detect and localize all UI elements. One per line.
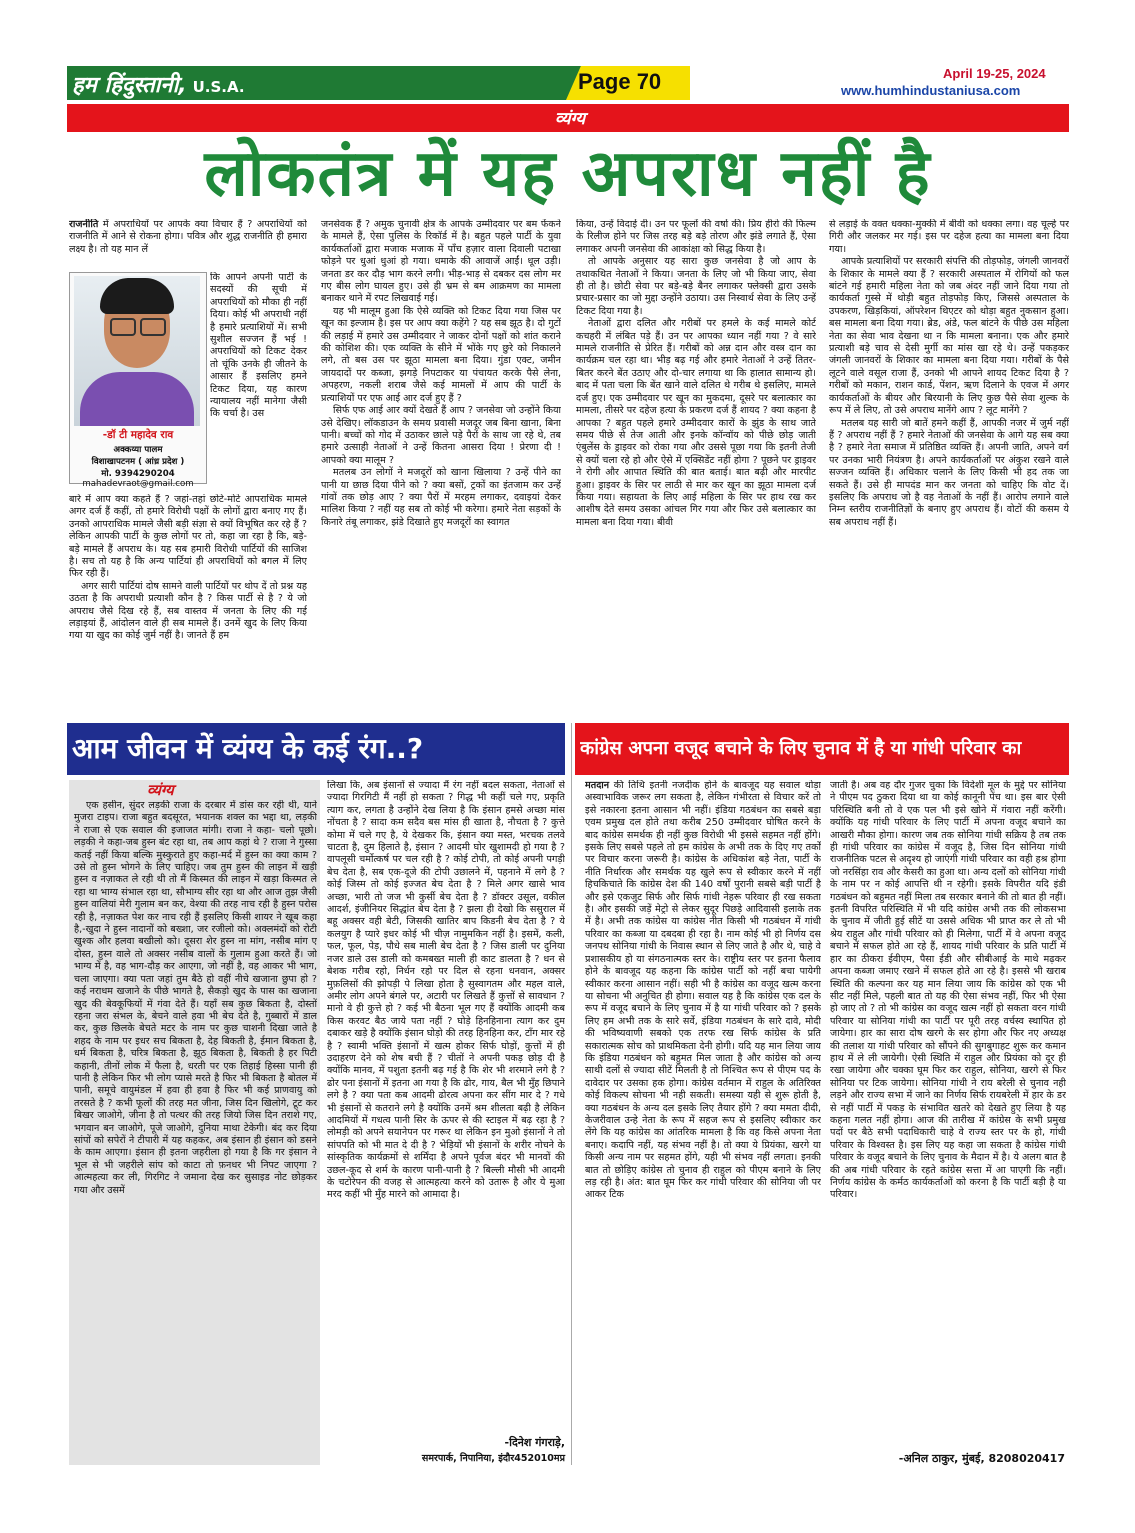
article-text: जाती है। अब वह दौर गुजर चुका कि विदेशी मूल के मुद्दे पर सोनिया ने पीएम पद ठुकरा दिया था या कोई कानूनी पेंच था। इस बार ऐसी परिस्थिति बनी तो वे एक पल भी इसे खोने में गंवारा नहीं करेंगी। क्योंकि यह गांधी परिवार के लिए पार्टी में अपना वजूद बचाने का आखरी मौका होगा। कारण जब तक सोनिया गांधी सक्रिय है तब तक ही गांधी परिवार का कांग्रेस में वजूद है, जिस दिन सोनिया गांधी राजनीतिक पटल से अदृश्य हो जाएंगी गांधी परिवार का वही हश्र होगा जो नरसिंहा राव और केसरी का हुआ था। अन्य दलों को सोनिया गांधी के नाम पर न कोई आपत्ति थी न रहेगी। इसके विपरीत यदि इंडी गठबंधन को बहुमत नहीं मिला तब सरकार बनाने की तो बात ही नहीं। इतनी विपरित परिस्थिति में भी यदि कांग्रेस अभी तक की लोकसभा के चुनाव में जीती हुई सीटें या उससे अधिक भी प्राप्त कर ले तो भी श्रेय राहुल और गांधी परिवार को ही मिलेगा, पार्टी में वे अपना वजूद बचाने में सफल होते आ रहे हैं, शायद गांधी परिवार के प्रति पार्टी में हार का ठीकरा ईवीएम, पैसा ईडी और सीबीआई के माथे मढ़कर अपना कब्जा जमाए रखने में सफल होते आ रहे है। इससे भी खराब स्थिति की कल्पना कर यह मान लिया जाय कि कांग्रेस को एक भी सीट नहीं मिले, पहली बात तो यह की ऐसा संभव नहीं, फिर भी ऐसा हो जाए तो ? तो भी कांग्रेस का वजूद खत्म नहीं हो सकता वरन गांधी परिवार या सोनिया गांधी का पार्टी पर पूरी तरह वर्चस्व स्थापित हो जायेगा। हार का सारा दोष खरगे के सर होगा और फिर नए अध्यक्ष की तलाश या गांधी परिवार को सौंपने की सुगबुगाहट शुरू कर कमान हाथ में ले ली जायेगी। ऐसी स्थिति में राहुल और प्रियंका को दूर ही रखा जायेगा और चक्का घूम फिर कर राहुल, सोनिया, खरगे से फिर सोनिया पर टिक जायेगा। सोनिया गांधी ने राय बरेली से चुनाव नही लड़ने और राज्य सभा में जाने का निर्णय सिर्फ रायबरेली में हार के डर से नहीं पार्टी में पकड़ के संभावित खतरे को देखते हुए लिया है यह कहना गलत नहीं होगा। आज की तारीख में कांग्रेस के सभी प्रमुख पदों पर बैठे सभी पदाधिकारी चाहे वे राज्य स्तर पर के हो, गांधी परिवार के विश्वस्त है। इस लिए यह कहा जा सकता है कांग्रेस गांधी परिवार के वजूद बचाने के लिए चुनाव के मैदान में है। ये अलग बात है की अब गांधी परिवार के रहते कांग्रेस सत्ता में आ पाएगी कि नहीं। निर्णय कांग्रेस के कर्मठ कार्यकर्ताओं को करना है कि पार्टी बड़ी है या परिवार।	[830, 780, 1066, 1201]
hair-shape	[100, 278, 174, 314]
article-text: मतलब उन लोगों ने मजदूरों को खाना खिलाया ? उन्हें पीने का पानी या छाछ दिया पीने को ? क्या बसों, ट्रकों का इंतजाम कर उन्हें गांवों तक छोड़ आए ? क्या पैरों में मरहम लगाकर, दवाइयां देकर मालिश किया ? नहीं यह सब तो कोई भी करेगा। हमारे नेता सड़कों के किनारे तंबू लगाकर, झंडे दिखाते हुए मजदूरों का स्वागत	[321, 467, 561, 528]
article3-col1	[585, 780, 821, 1465]
author-email[interactable]: mahadevraot@gmail.com	[82, 479, 194, 489]
author-name: -डॉ टी महादेव राव	[102, 429, 174, 441]
article-text: आपके प्रत्याशियों पर सरकारी संपत्ति की तोड़फोड़, जंगली जानवरों के शिकार के मामले क्या हैं ? सरकारी अस्पताल में रोगियों को फल बांटने गई हमारी महिला नेता को जब अंदर नहीं जाने दिया गया तो कार्यकर्ता गुस्से में थोड़ी बहुत तोड़फोड़ किए, जिससे अस्पताल के उपकरण, खिड़कियां, ऑपरेशन थिएटर को थोड़ा बहुत नुकसान हुआ। बस मामला बना दिया गया। ब्रेड, अंडे, फल बांटने के पीछे उस महिला नेता का सेवा भाव देखना था न कि मामला बनाना। एक और हमारे प्रत्याशी बड़े चाव से देसी मुर्गी का मांस खा रहे थे। उन्हें पकड़कर जंगली जानवरों के शिकार का मामला बना दिया गया। गरीबों के पैसे लूटने वाले वसूल राजा हैं, उनको भी आपने शायद टिकट दिया है ? गरीबों को मकान, राशन कार्ड, पेंशन, ऋण दिलाने के एवज में अगर कार्यकर्ताओं के बीयर और बिरयानी के लिए कुछ पैसे सेवा शुल्क के रूप में ले लिए, तो उसे अपराध मानेंगे आप ? लूट मानेंगे ?	[829, 256, 1069, 417]
page-number: Page 70	[578, 69, 662, 94]
article-text: किया, उन्हें विदाई दी। उन पर फूलों की वर्षा की। प्रिय हीरो की फिल्म के रिलीज होने पर जिस तरह बड़े बड़े तोरण और झंडे लगाते हैं, ऐसा लगाकर अपनी जनसेवा की आकांक्षा को सिद्ध किया है।	[576, 219, 816, 255]
article3-col2	[830, 780, 1066, 1446]
article-text: एक हसीन, सुंदर लड़की राजा के दरबार में डांस कर रही थी, याने मुजरा टाइप। राजा बहुत बदसूरत, भयानक शक्ल का भद्दा था, लड़की ने राजा से एक सवाल की इजाजत मांगी। राजा ने कहा- चलो पूछो। लड़की ने कहा-जब हुस्न बंट रहा था, तब आप कहां थे ? राजा ने गुस्सा कतई नहीं किया बल्कि मुस्कुराते हुए कहा-मर्द में हुस्न का क्या काम ? उसे तो हुस्न भोगने के लिए चाहिए। जब तुम हुस्न की लाइन में खड़ी हुस्न व नज़ाकत ले रही थी तो मैं किस्मत की लाइन में खड़ा किस्मत ले रहा था भाग्य संभाल रहा था, सौभाग्य सीर रहा था और आज तुझ जैसी हुस्न वालियां मेरी गुलाम बन कर, वेश्या की तरह नाच रही है हुस्न परोस रही है, नज़ाकत पेश कर नाच रही हैं इसलिए किसी शायर ने खूब कहा है,-खुदा ने हुस्न नादानों को बख्शा, जर रजीलो को। अक्लमंदों को रोटी खुश्क और हलवा बखीलो को। दूसरा शेर हुस्न ना मांग, नसीब मांग ए दोस्त, हुस्न वाले तो अक्सर नसीब वालों के गुलाम हुआ करते हैं। जो भाग्य में है, वह भाग-दौड़ कर आएगा, जो नहीं है, वह आकर भी भाग, चला जाएगा। क्या पता जहां तुम बैठे हो वहीं नीचे खजाना छुपा हो ? कई नराधम खजाने के पीछे भागते है, सैकड़ो खुद के पास का खजाना खुद की बेवकूफियों में गंवा देते हैं। यहाँ सब कुछ बिकता है, दोस्तों रहना जरा संभल के, बेचने वाले हवा भी बेच देते है, गुब्बारों में डाल कर, कुछ छिलके बेचते मटर के नाम पर कुछ चाशनी दिखा जाते है शहद के नाम पर इधर सच बिकता है, देह बिकती है, ईमान बिकता है, धर्म बिकता है, चरित्र बिकता है, झूठ बिकता है, बिकती है हर पिटी कहानी, तीनों लोक में फैला है, धरती पर एक तिहाई हिस्सा पानी ही पानी है लेकिन फिर भी लोग प्यासे मरते है फिर भी बिकता है बोतल में पानी, समूचे वायुमंडल में हवा ही हवा है फिर भी कई प्राणवायु को तरसते है ? कभी फूलों की तरह मत जीना, जिस दिन खिलोगे, टूट कर बिखर जाओगे, जीना है तो पत्थर की तरह जियो जिस दिन तराशे गए, भगवान बन जाओगे, पूजे जाओगे, दुनिया माथा टेकेगी। बंद कर दिया सांपों को सपेरों ने टीपारी में यह कहकर, अब इंसान ही इंसान को डसने के काम आएगा। इंसान ही इतना जहरीला हो गया है कि गर इंसान ने भूल से भी जहरीले सांप को काटा तो फ़नधर भी निपट जाएगा ? आत्महत्या कर ली, गिरगिट ने जमाना देख कर सुसाइड नोट छोड़कर गया और उसमें	[74, 800, 317, 1196]
issue-date: April 19-25, 2024	[943, 66, 1046, 81]
article2-col2	[327, 780, 565, 1426]
article2-author: -दिनेश गंगराड़े,	[504, 1436, 565, 1449]
newspaper-region: U.S.A.	[192, 78, 245, 96]
article-text: कि आपने अपनी पार्टी के सदस्यों की सूची में अपराधियों को मौका ही नहीं दिया। कोई भी अपराधी नहीं है हमारे प्रत्याशियों में। सभी सुशील सज्जन हैं भई ! अपराधियों को टिकट देकर तो चूंकि उनके ही जीतने के आसार हैं इसलिए हमने टिकट दिया, यह कारण न्यायालय नहीं मानेगा जैसी कि चर्चा है। उस	[210, 272, 307, 420]
article1-col4	[829, 219, 1069, 713]
article2-section-label: व्यंग्य	[147, 781, 174, 799]
article-text: बारे में आप क्या कहते हैं ? जहां-तहां छोटे-मोटे आपराधिक मामले अगर दर्ज हैं कहीं, तो हमारे विरोधी पक्षों के लोगों द्वारा बनाए गए हैं। उनको आपराधिक मामले जैसी बड़ी संज्ञा से क्यों विभूषित कर रहे हैं ? लेकिन आपकी पार्टी के कुछ लोगों पर तो, कहा जा रहा है कि, बड़े-बड़े मामले हैं अपराध के। यह सब हमारी विरोधी पार्टियों की साजिश है। सच तो यह है कि अन्य पार्टियां ही अपराधियों को बगल में लिए फिर रही हैं।	[69, 494, 307, 580]
article1-col2	[321, 219, 561, 713]
glasses-icon	[110, 318, 136, 336]
article-text: लिखा कि, अब इंसानों से ज्यादा मैं रंग नहीं बदल सकता, नेताओं से ज्यादा गिरगिटी मैं नहीं हो सकता ? गिद्ध भी कहीं चले गए, प्रकृति त्याग कर, लगता है उन्होंने देख लिया है कि इंसान हमसे अच्छा मांस नोंचता है ? सादा कम सदैव बस मांस ही खाता है, नौचता है ? कुत्ते कोमा में चले गए है, ये देखकर कि, इंसान क्या मस्त, भरचक तलवे चाटता है, दुम हिलाते है, इंसान ? आदमी घोर खुशामदी हो गया है ? वापलूसी चर्मोत्कर्ष पर चल रही है ? कोई टोपी, तो कोई अपनी पगड़ी बेच देता है, सब एक-दूजे की टोपी उछालने में, पहनाने में लगे है ? कोई जिस्म तो कोई इज्जत बेच देता है ? मिले अगर खासे भाव अच्छा, भारी तो जज भी कुर्सी बेच देता है ? डॉक्टर उसूल, वकील आदर्श, इंजीनियर सिद्धांत बेच देता है ? झला ही देखो कि ससुराल में बहू अक्सर वही बेटी, जिसकी खातिर बाप किडनी बेच देता है ? ये कलयुग है प्यारे इधर कोई भी चीज़ नामुमकिन नहीं है। इसमें, कली, फल, फूल, पेड़, पौधे सब माली बेच देता है ? जिस डाली पर दुनिया नजर डाले उस डाली को कमबख्त माली ही काट डालता है ? धन से बेशक गरीब रहो, निर्धन रहो पर दिल से रहना धनवान, अक्सर मुफ़लिसों की झोपड़ी पे लिखा होता है सुस्वागतम और महल वाले, अमीर लोग अपने बंगले पर, अटारी पर लिखते हैं कुत्तों से सावधान ? मानो वे ही कुत्ते हो ? कई भी बैठना भूल गए हैं क्योंकि आदमी कब किस करवट बैठ जाये पता नहीं ? घोड़े हिनहिनाना त्याग कर दुम दबाकर खड़े है क्योंकि इंसान घोड़ो की तरह हिनहिना कर, टाँग मार रहे है ? स्वामी भक्ति इंसानों में खत्म होकर सिर्फ घोड़ों, कुत्तों में ही उदाहरण देने को शेष बची हैं ? चीतों ने अपनी पकड़ छोड़ दी है क्योंकि मानव, में पशुता इतनी बढ़ गई है कि शेर भी शरमाने लगे है ? ढोर पना इंसानों में इतना आ गया है कि ढोर, गाय, बैल भी मुँह छिपाने लगे है ? क्या पता कब आदमी ढोरत्व अपना कर सींग मार दे ? गधे भी इंसानों से कतराने लगे है क्योंकि उनमें श्रम शीलता बढ़ी है लेकिन आदमियों में गधत्व पानी सिर के ऊपर से की स्टाइल में बढ़ रहा है ? लोमड़ी को अपने सयानेपन पर गरूर था लेकिन इन मुओ इंसानों ने तो सांपपति को भी मात दे दी है ? भेड़ियों भी इंसानों के शरीर नोचने के सांस्कृतिक कार्यक्रमों से शर्मिंदा है अपने पूर्वज बंदर भी मानवों की उछल-कूद से शर्म के कारण पानी-पानी है ? बिल्ली मौसी भी आदमी के चटोरेपन की वजह से आत्महत्या करने को उतारू है और ये मुआ मरद कहीं भी मुँह मारने को आमादा है।	[327, 780, 565, 1201]
article-text: तो आपके अनुसार यह सारा कुछ जनसेवा है जो आप के तथाकथित नेताओं ने किया। जनता के लिए जो भी किया जाए, सेवा ही तो है। छोटी सेवा पर बड़े-बड़े बैनर लगाकर फ्लेक्सी द्वारा उसके प्रचार-प्रसार का जो मुद्दा उन्होंने उठाया। उस निस्वार्थ सेवा के लिए उन्हें टिकट दिया गया है।	[576, 256, 816, 317]
lead-word: राजनीति	[69, 219, 99, 230]
article-text: सिर्फ एफ आई आर क्यों देखते हैं आप ? जनसेवा जो उन्होंने किया उसे देखिए। लॉकडाउन के समय प्रवासी मजदूर जब बिना खाना, बिना पानी। बच्चों को गोद में उठाकर छाले पड़े पैरों के साथ जा रहे थे, तब हमारे उत्साही नेताओं ने उन्हें कितना आसरा दिया ! प्रेरणा दी ! आपको क्या मालूम ?	[321, 405, 561, 466]
section-label: व्यंग्य	[554, 109, 586, 129]
article2-headline: आम जीवन में व्यंग्य के कई रंग..?	[72, 732, 424, 765]
article-text: यह भी मालूम हुआ कि ऐसे व्यक्ति को टिकट दिया गया जिस पर खून का इल्जाम है। इस पर आप क्या कहेंगे ? यह सब झूठ है। दो गुटों की लड़ाई में हमारे उस उम्मीदवार ने जाकर दोनों पक्षों को शांत कराने की कोशिश की। एक व्यक्ति के सीने में भोंके गए छुरे को निकालने लगे, तो बस उस पर झूठा मामला बना दिया। गुंडा एक्ट, जमीन जायदादों पर कब्जा, झगड़े निपटाकर या पंचायत करके पैसे लेना, अपहरण, नकली शराब जैसे कई मामलों में आप की पार्टी के प्रत्याशियों पर एफ आई आर दर्ज हुए हैं ?	[321, 305, 561, 404]
glasses-icon	[140, 318, 166, 336]
article-text: जनसेवक हैं ? अमुक चुनावी क्षेत्र के आपके उम्मीदवार पर बम फेंकने के मामले हैं, ऐसा पुलिस के रिकॉर्ड में है। बहुत पहले पार्टी के युवा कार्यकर्ताओं द्वारा मजाक मजाक में पाँच हज़ार वाला दिवाली पटाखा फोड़ने पर धुआं धुआं हो गया। धमाके की आवाजें आईं। धूल उड़ी। जनता डर कर दौड़ भाग करने लगी। भीड़-भाड़ से दबकर दस लोग मर गए बीस लोग घायल हुए। उसे ही भ्रम से बम आक्रमण का मामला बनाकर थाने में रपट लिखवाई गई।	[321, 219, 561, 305]
newspaper-name	[72, 69, 245, 99]
article1-col1-bottom	[69, 494, 307, 712]
main-headline: लोकतंत्र में यह अपराध नहीं है	[204, 137, 932, 211]
article1-col3	[576, 219, 816, 713]
article-text: की तिथि इतनी नजदीक होने के बावजूद यह सवाल थोड़ा अस्वाभाविक जरूर लग सकता है, लेकिन गंभीरता से विचार करें तो इसे नकारना इतना आसान भी नहीं। इंडिया गठबंधन का सबसे बड़ा एवम प्रमुख दल होते तथा करीब 250 उम्मीदवार घोषित करने के बाद कांग्रेस समर्थक ही नहीं कुछ विरोधी भी इससे सहमत नहीं होंगे। इसके लिए सबसे पहले तो हम कांग्रेस के अभी तक के दिए गए तर्कों पर विचार करना जरूरी है। कांग्रेस के अधिकांश बड़े नेता, पार्टी के नीति निर्धारक और समर्थक यह खुले रूप से स्वीकार करने में नहीं हिचकिचाते कि कांग्रेस देश की 140 वर्षों पुरानी सबसे बड़ी पार्टी है और इसे एकजुट सिर्फ और सिर्फ गांधी नेहरू परिवार ही रख सकता है। और इसकी जड़ें मेट्रो से लेकर सुदूर पिछड़े आदिवासी इलाके तक में है। अभी तक कांग्रेस या कांग्रेस नीत किसी भी गठबंधन में गांधी परिवार का कब्जा या दबदबा ही रहा है। नाम कोई भी हो निर्णय दस जनपथ सोनिया गांधी के निवास स्थान से लिए जाते है और थे, चाहे वे प्रशासकीय हो या संगठनात्मक स्तर के। राष्ट्रीय स्तर पर इतना फैलाव होने के बावजूद यह कहना कि कांग्रेस पार्टी को नहीं बचा पायेगी स्वीकार करना आसान नहीं। सही भी है कांग्रेस का वजूद खत्म करना या सोचना भी अनुचित ही होगा। सवाल यह है कि कांग्रेस एक दल के रूप में वजूद बचाने के लिए चुनाव में है या गांधी परिवार को ? इसके लिए हम अभी तक के सारे सर्वे, इंडिया गठबंधन के सारे दावे, मोदी की भविष्यवाणी सबको एक तरफ रख सिर्फ कांग्रेस के प्रति सकारात्मक सोच को प्राथमिकता देनी होगी। यदि यह मान लिया जाय कि इंडिया गठबंधन को बहुमत मिल जाता है और कांग्रेस को अन्य साथी दलों से ज्यादा सीटें मिलती है तो निश्चित रूप से पीएम पद के दावेदार पर उसका हक होगा। कांग्रेस वर्तमान में राहुल के अतिरिक्त कोई विकल्प सोचना भी नही सकती। समस्या यही से शुरू होती है, क्या गठबंधन के अन्य दल इसके लिए तैयार होंगे ? क्या ममता दीदी, केजरीवाल उन्हे नेता के रूप में सहज रूप से इसलिए स्वीकार कर लेंगे कि यह कांग्रेस का आंतरिक मामला है कि वह किसे अपना नेता बनाए। कदापि नहीं, यह संभव नहीं है। तो क्या ये प्रियंका, खरगे या किसी अन्य नाम पर सहमत होंगे, यही भी संभव नहीं लगता। इनकी बात तो छोड़िए कांग्रेस तो चुनाव ही राहुल को पीएम बनाने के लिए लड़ रही है। अंत: बात घूम फिर कर गांधी परिवार की सोनिया जी पर आकर टिक	[585, 780, 821, 1201]
article-text: से लड़ाई के वक्त धक्का-मुक्की में बीवी को धक्का लगा। वह चूल्हे पर गिरी और जलकर मर गई। इस पर दहेज हत्या का मामला बना दिया गया।	[829, 219, 1069, 255]
article-text: नेताओं द्वारा दलित और गरीबों पर हमले के कई मामले कोर्ट कचहरी में लंबित पड़े हैं। उन पर आपका ध्यान नहीं गया ? वे सारे मामले राजनीति से प्रेरित हैं। गरीबों को अन्न दान और वस्त्र दान का कार्यक्रम चल रहा था। भीड़ बढ़ गई और हमारे नेताओं ने उन्हें तितर-बितर करने बेंत उठाए और दो-चार लगाया था कि हालात सामान्य हो। बाद में पता चला कि बेंत खाने वाले दलित थे गरीब थे इसलिए, मामले दर्ज हुए। एक उम्मीदवार पर खून का मुकदमा, दूसरे पर बलात्कार का मामला, तीसरे पर दहेज हत्या के प्रकरण दर्ज हैं शायद ? क्या कहना है आपका ? बहुत पहले हमारे उम्मीदवार कारों के झुंड के साथ जाते समय पीछे से तेज आती और इनके कॉन्वॉय को पीछे छोड़ जाती एंबुलेंस के ड्राइवर को रोका गया और उससे पूछा गया कि इतनी तेजी से क्यों चला रहे हो और ऐसे में एक्सिडेंट नहीं होगा ? पूछने पर ड्राइवर ने रोगी और आपात स्थिति की बात बताई। बात बढ़ी और मारपीट हुआ। ड्राइवर के सिर पर लाठी से मार कर खून का झूठा मामला दर्ज किया गया। सहायता के लिए आई महिला के सिर पर हाथ रख कर आशीष देते समय उसका आंचल गिर गया और फिर उसे बलात्कार का मामला बना दिया गया। बीवी	[576, 318, 816, 528]
author-place: अक्कय्या पालम	[113, 445, 163, 455]
article-text: अगर सारी पार्टियां दोष सामने वाली पार्टियों पर थोप दें तो प्रश्न यह उठता है कि अपराधी प्रत्याशी कौन है ? किस पार्टी से है ? ये जो अपराध जैसे दिख रहे हैं, सब वास्तव में जनता के लिए की गई लड़ाइयां हैं, आंदोलन वाले ही सब मामले हैं। उनमें खुद के लिए किया गया या खुद का कोई जुर्म नहीं है। जानते हैं हम	[69, 580, 307, 642]
article2-col1	[74, 800, 317, 1463]
article3-author: -अनिल ठाकुर, मुंबई, 8208020417	[898, 1452, 1065, 1465]
article2-address: समरपार्क, निपानिया, इंदौर452010मप्र	[421, 1453, 565, 1464]
article3-headline: कांग्रेस अपना वजूद बचाने के लिए चुनाव में है या गांधी परिवार का	[580, 738, 1022, 759]
column-divider	[571, 723, 572, 1465]
author-photo	[74, 276, 200, 426]
lead-word: मतदान	[585, 780, 610, 791]
website-link[interactable]: www.humhindustaniusa.com	[841, 83, 1021, 98]
author-phone: मो. 9394290204	[101, 469, 175, 479]
shirt-shape	[80, 372, 194, 426]
newspaper-title: हम हिंदुस्तानी,	[72, 73, 187, 98]
article-text: मतलब यह सारी जो बातें हमने कहीं हैं, आपकी नजर में जुर्म नहीं हैं ? अपराध नहीं हैं ? हमारे नेताओं की जनसेवा के आगे यह सब क्या है ? हमारे नेता समाज में प्रतिष्ठित व्यक्ति हैं। अपनी जाति, अपने वर्ग पर उनका भारी नियंत्रण है। अपने कार्यकर्ताओं पर अंकुश रखने वाले सज्जन व्यक्ति हैं। अधिकार चलाने के लिए किसी भी हद तक जा सकते हैं। उसे ही मापदंड मान कर जनता को चाहिए कि वोट दें। इसलिए कि अपराध जो है वह नेताओं के नहीं हैं। आरोप लगाने वाले निम्न स्तरीय राजनीतिज्ञों के बनाए हुए अपराध हैं। वोटों की कसम ये सब अपराध नहीं हैं।	[829, 417, 1069, 528]
article-text: में अपराधियों पर आपके क्या विचार हैं ? अपराधियों को राजनीति में आने से रोकना होगा। पवित्र और शुद्ध राजनीति ही हमारा लक्ष्य है। तो यह मान लें	[69, 219, 307, 255]
author-city: विशाखापटनम ( आंध्र प्रदेश )	[91, 457, 185, 467]
article1-col1-side	[210, 272, 307, 494]
article1-col1-top	[69, 219, 307, 271]
